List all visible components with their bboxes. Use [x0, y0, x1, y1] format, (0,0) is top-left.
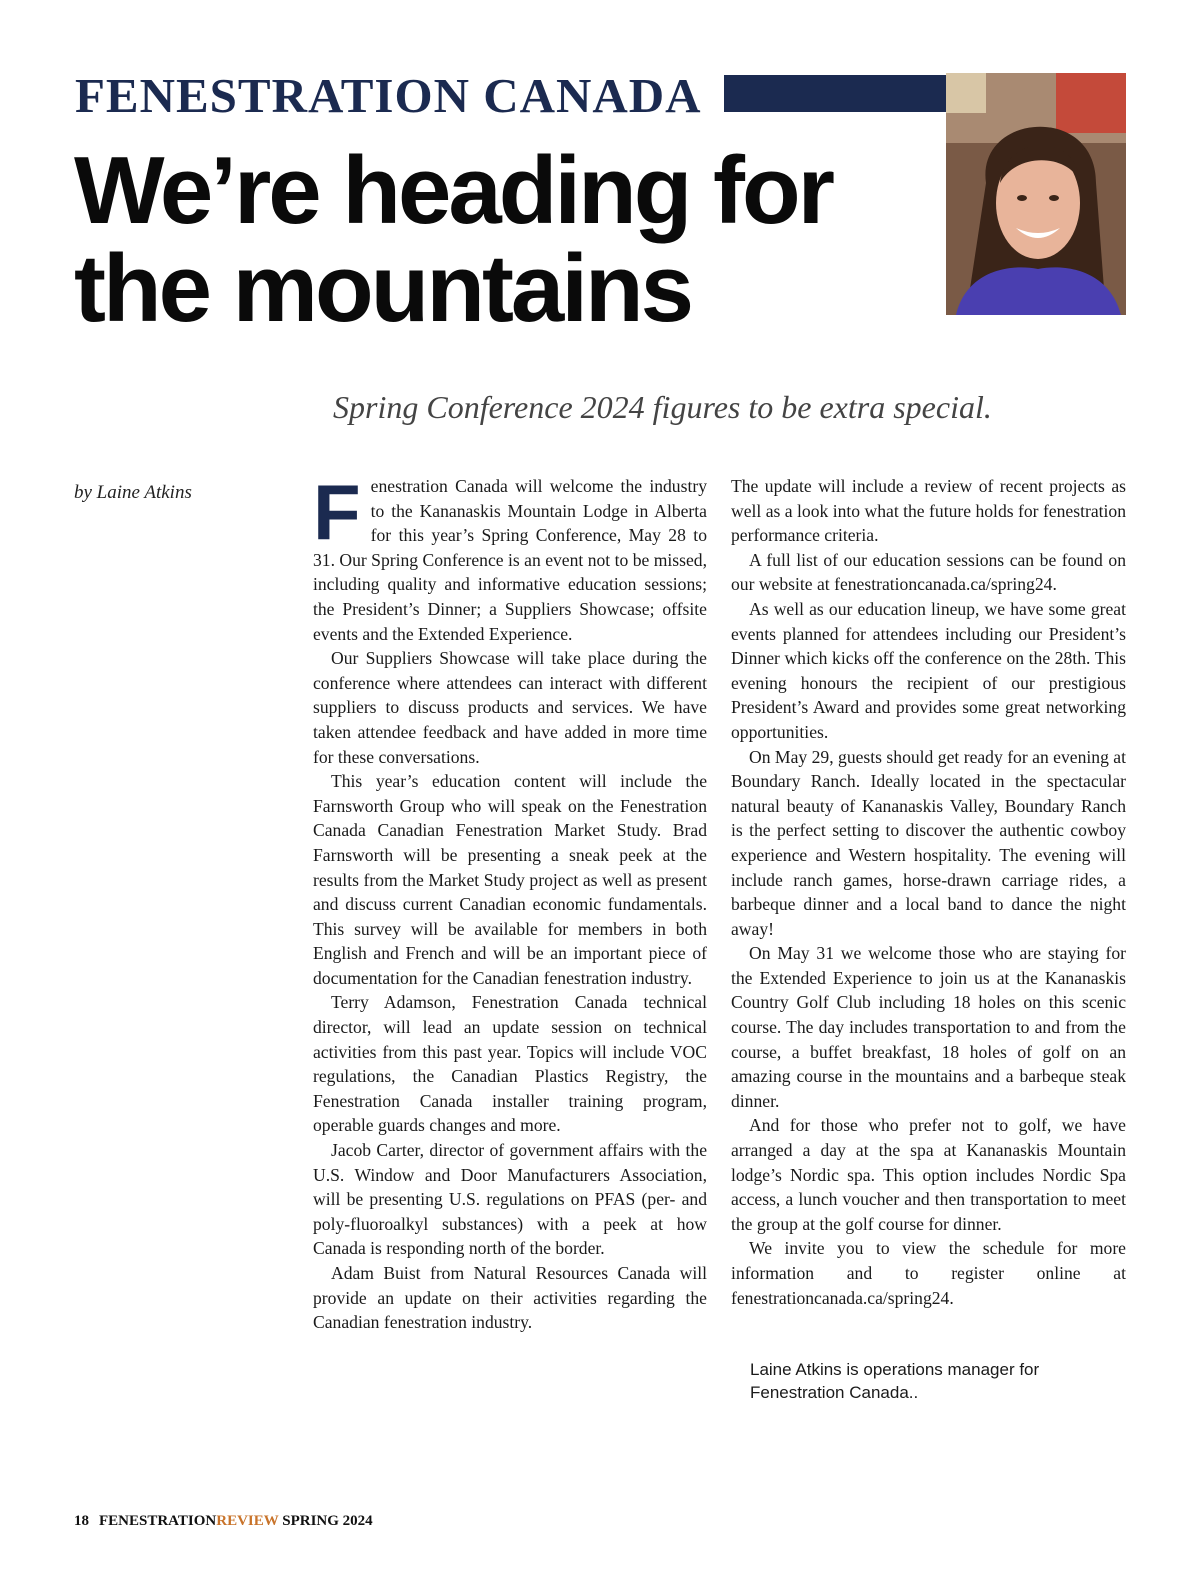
paragraph: Terry Adamson, Fenestration Canada technical director, will lead an update session on technical activities from this past year. Topics will include VOC regulations, the Canadian Plastics Registry, the Fenestration Canada installer training program, operable guards changes and more. [313, 992, 707, 1136]
paragraph: On May 31 we welcome those who are staying for the Extended Experience to join us at the Kananaskis Country Golf Club including 18 holes on this scenic course. The day includes transportation to and from the course, a buffet breakfast, 18 holes of golf on an amazing course in the mountains and a barbeque steak dinner. [731, 943, 1126, 1111]
paragraph: We invite you to view the schedule for more information and to register online at fenestrationcanada.ca/spring24. [731, 1238, 1126, 1308]
paragraph: And for those who prefer not to golf, we have arranged a day at the spa at Kananaskis Mountain lodge’s Nordic spa. This option includes Nordic Spa access, a lunch voucher and then transportation to meet the group at the golf course for dinner. [731, 1115, 1126, 1234]
author-bio [750, 1358, 1110, 1404]
section-kicker: FENESTRATION CANADA [75, 68, 702, 123]
paragraph: Adam Buist from Natural Resources Canada will provide an update on their activities regarding the Canadian fenestration industry. [313, 1263, 707, 1333]
headline [74, 137, 934, 342]
page-number: 18 [74, 1513, 89, 1529]
paragraph: On May 29, guests should get ready for an evening at Boundary Ranch. Ideally located in the spectacular natural beauty of Kananaskis Valley, Boundary Ranch is the perfect setting to discover the authentic cowboy experience and Western hospitality. The evening will include ranch games, horse-drawn carriage rides, a barbeque dinner and a local band to dance the night away! [731, 746, 1126, 939]
author-bio-line-1: Laine Atkins is operations manager for [750, 1360, 1040, 1379]
author-bio-line-2: Fenestration Canada.. [750, 1383, 919, 1402]
drop-cap: F [313, 468, 361, 556]
issue-date: SPRING 2024 [278, 1513, 373, 1529]
paragraph: Jacob Carter, director of government affairs with the U.S. Window and Door Manufacturers Association, will be presenting U.S. regulations on PFAS (per- and poly-fluoroalkyl substances) with a peek at how Canada is responding north of the border. [313, 1140, 707, 1259]
paragraph: As well as our education lineup, we have some great events planned for attendees including our President’s Dinner which kicks off the conference on the 28th. This evening honours the recipient of our prestigious President’s Award and provides some great networking opportunities. [731, 598, 1126, 742]
author-photo [946, 73, 1126, 315]
paragraph: Our Suppliers Showcase will take place during the conference where attendees can interact with different suppliers to discuss products and services. We have taken attendee feedback and have added in more time for these conversations. [313, 648, 707, 767]
publication-name-part2: REVIEW [216, 1513, 279, 1529]
page-footer [74, 1513, 373, 1530]
paragraph: Fenestration Canada will welcome the industry to the Kananaskis Mountain Lodge in Alberta for this year’s Spring Conference, May 28 to 31. Our Spring Conference is an event not to be missed, including quality and informative education sessions; the President’s Dinner; a Suppliers Showcase; offsite events and the Extended Experience. [313, 468, 707, 644]
paragraph: The update will include a review of recent projects as well as a look into what the future holds for fenestration performance criteria. [731, 476, 1126, 546]
kicker-bar-decoration [724, 75, 946, 112]
headline-line-1: We’re heading for [74, 137, 833, 244]
paragraph: This year’s education content will include the Farnsworth Group who will speak on the Fenestration Canada Canadian Fenestration Market Study. Brad Farnsworth will be presenting a sneak peek at the results from the Market Study project as well as present and discuss current Canadian economic fundamentals. This survey will be available for members in both English and French and will be an important piece of documentation for the Canadian fenestration industry. [313, 771, 707, 988]
byline: by Laine Atkins [74, 482, 192, 503]
article-deck: Spring Conference 2024 figures to be extra special. [333, 389, 992, 425]
paragraph: A full list of our education sessions can be found on our website at fenestrationcanada.ca/spring24. [731, 549, 1126, 595]
headline-line-2: the mountains [74, 235, 692, 342]
publication-name-part1: FENESTRATION [99, 1513, 217, 1529]
article-column-right [731, 474, 1126, 1310]
article-column-left [313, 468, 707, 1335]
